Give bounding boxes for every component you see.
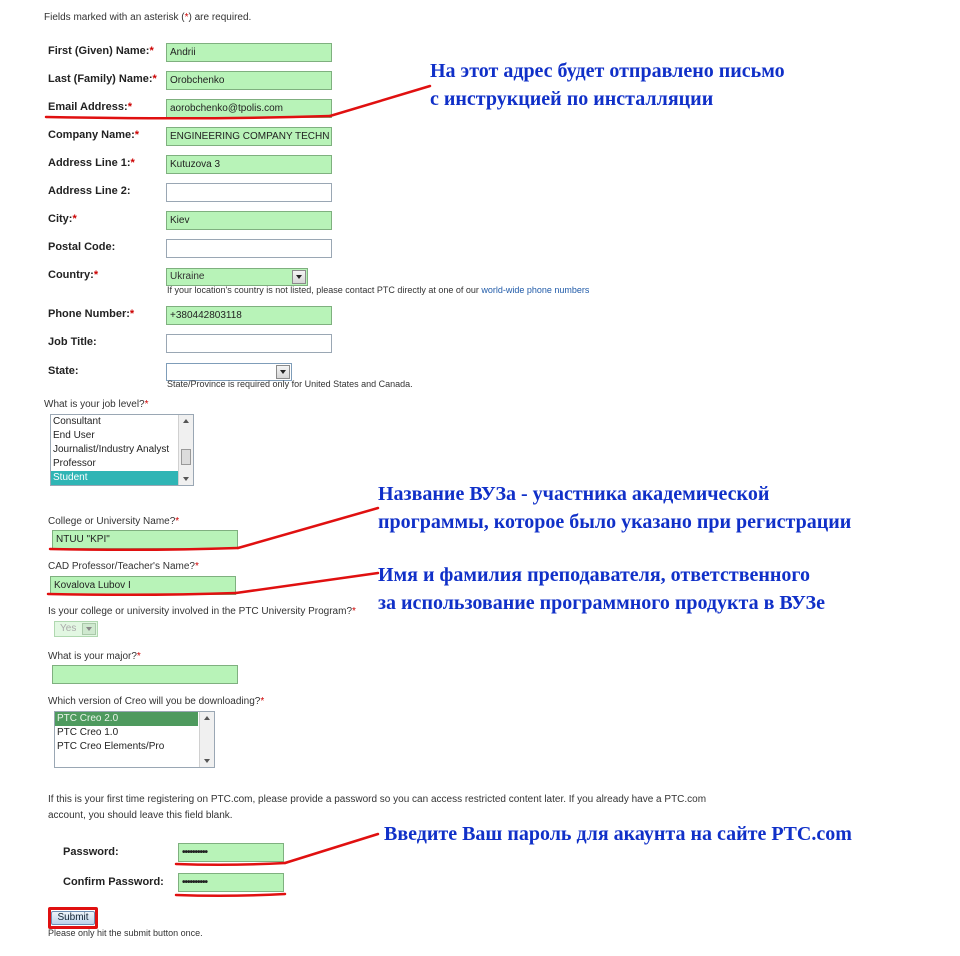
professor-label: CAD Professor/Teacher's Name?* (48, 561, 199, 572)
college-input[interactable]: NTUU "KPI" (52, 530, 238, 549)
email-label: Email Address:* (48, 101, 132, 113)
job-level-label: What is your job level?* (44, 399, 149, 410)
world-wide-phone-link[interactable]: world-wide phone numbers (481, 285, 590, 295)
creo-label: Which version of Creo will you be downloading?* (48, 696, 265, 707)
list-item[interactable]: Consultant (53, 416, 101, 427)
company-input[interactable]: ENGINEERING COMPANY TECHN (166, 127, 332, 146)
annotation-college-line1: Название ВУЗа - участника академической (378, 483, 770, 505)
country-select[interactable]: Ukraine (166, 268, 308, 286)
program-label: Is your college or university involved in the PTC University Program?* (48, 606, 356, 617)
annotation-professor-line2: за использование программного продукта в ВУЗе (378, 592, 825, 614)
annotation-password: Введите Ваш пароль для акаунта на сайте PTC.com (384, 823, 852, 845)
annotation-professor-line1: Имя и фамилия преподавателя, ответственного (378, 564, 811, 586)
list-item[interactable]: Journalist/Industry Analyst (53, 444, 170, 455)
state-note: State/Province is required only for United States and Canada. (167, 379, 413, 389)
confirm-password-label: Confirm Password: (63, 876, 164, 888)
list-item-selected[interactable]: PTC Creo 2.0 (55, 712, 198, 726)
submit-note: Please only hit the submit button once. (48, 928, 203, 938)
major-label: What is your major?* (48, 651, 141, 662)
address1-input[interactable]: Kutuzova 3 (166, 155, 332, 174)
email-pointer-line (330, 86, 430, 116)
confirm-underline (176, 894, 285, 896)
first-name-input[interactable]: Andrii (166, 43, 332, 62)
password-note-line1: If this is your first time registering on PTC.com, please provide a password so you can access restricted content later. If you already have a PTC.com (48, 794, 707, 805)
password-label: Password: (63, 846, 119, 858)
program-select[interactable]: Yes (54, 621, 98, 637)
password-underline (176, 863, 285, 865)
first-name-label: First (Given) Name:* (48, 45, 154, 57)
professor-pointer-line (236, 573, 378, 593)
list-item-selected[interactable]: Student (51, 471, 193, 485)
submit-button[interactable]: Submit (51, 911, 95, 925)
college-pointer-line (238, 508, 378, 548)
college-label: College or University Name?* (48, 516, 180, 527)
address2-label: Address Line 2: (48, 185, 131, 197)
password-pointer-line (285, 834, 378, 863)
city-input[interactable]: Kiev (166, 211, 332, 230)
company-label: Company Name:* (48, 129, 140, 141)
required-note: Fields marked with an asterisk (*) are required. (44, 12, 252, 23)
city-label: City:* (48, 213, 77, 225)
annotation-email-line2: с инструкцией по инсталляции (430, 88, 714, 110)
last-name-label: Last (Family) Name:* (48, 73, 157, 85)
job-title-label: Job Title: (48, 336, 97, 348)
professor-underline (48, 593, 236, 595)
country-label: Country:* (48, 269, 99, 281)
list-item[interactable]: End User (53, 430, 95, 441)
professor-input[interactable]: Kovalova Lubov I (50, 576, 236, 595)
annotation-college-line2: программы, которое было указано при регистрации (378, 511, 852, 533)
state-label: State: (48, 365, 79, 377)
password-note-line2: account, you should leave this field blank. (48, 810, 233, 821)
country-note: If your location's country is not listed, please contact PTC directly at one of our world-wide phone numbers (167, 285, 590, 295)
email-input[interactable]: aorobchenko@tpolis.com (166, 99, 332, 118)
college-underline (50, 548, 238, 550)
list-item[interactable]: PTC Creo 1.0 (57, 727, 119, 738)
phone-label: Phone Number:* (48, 308, 135, 320)
postal-label: Postal Code: (48, 241, 116, 253)
password-input[interactable]: •••••••••• (178, 843, 284, 862)
email-underline (46, 116, 330, 118)
annotation-email-line1: На этот адрес будет отправлено письмо (430, 60, 785, 82)
confirm-password-input[interactable]: •••••••••• (178, 873, 284, 892)
list-item[interactable]: Professor (53, 458, 96, 469)
phone-input[interactable]: +380442803118 (166, 306, 332, 325)
last-name-input[interactable]: Orobchenko (166, 71, 332, 90)
list-item[interactable]: PTC Creo Elements/Pro (57, 741, 165, 752)
address1-label: Address Line 1:* (48, 157, 135, 169)
